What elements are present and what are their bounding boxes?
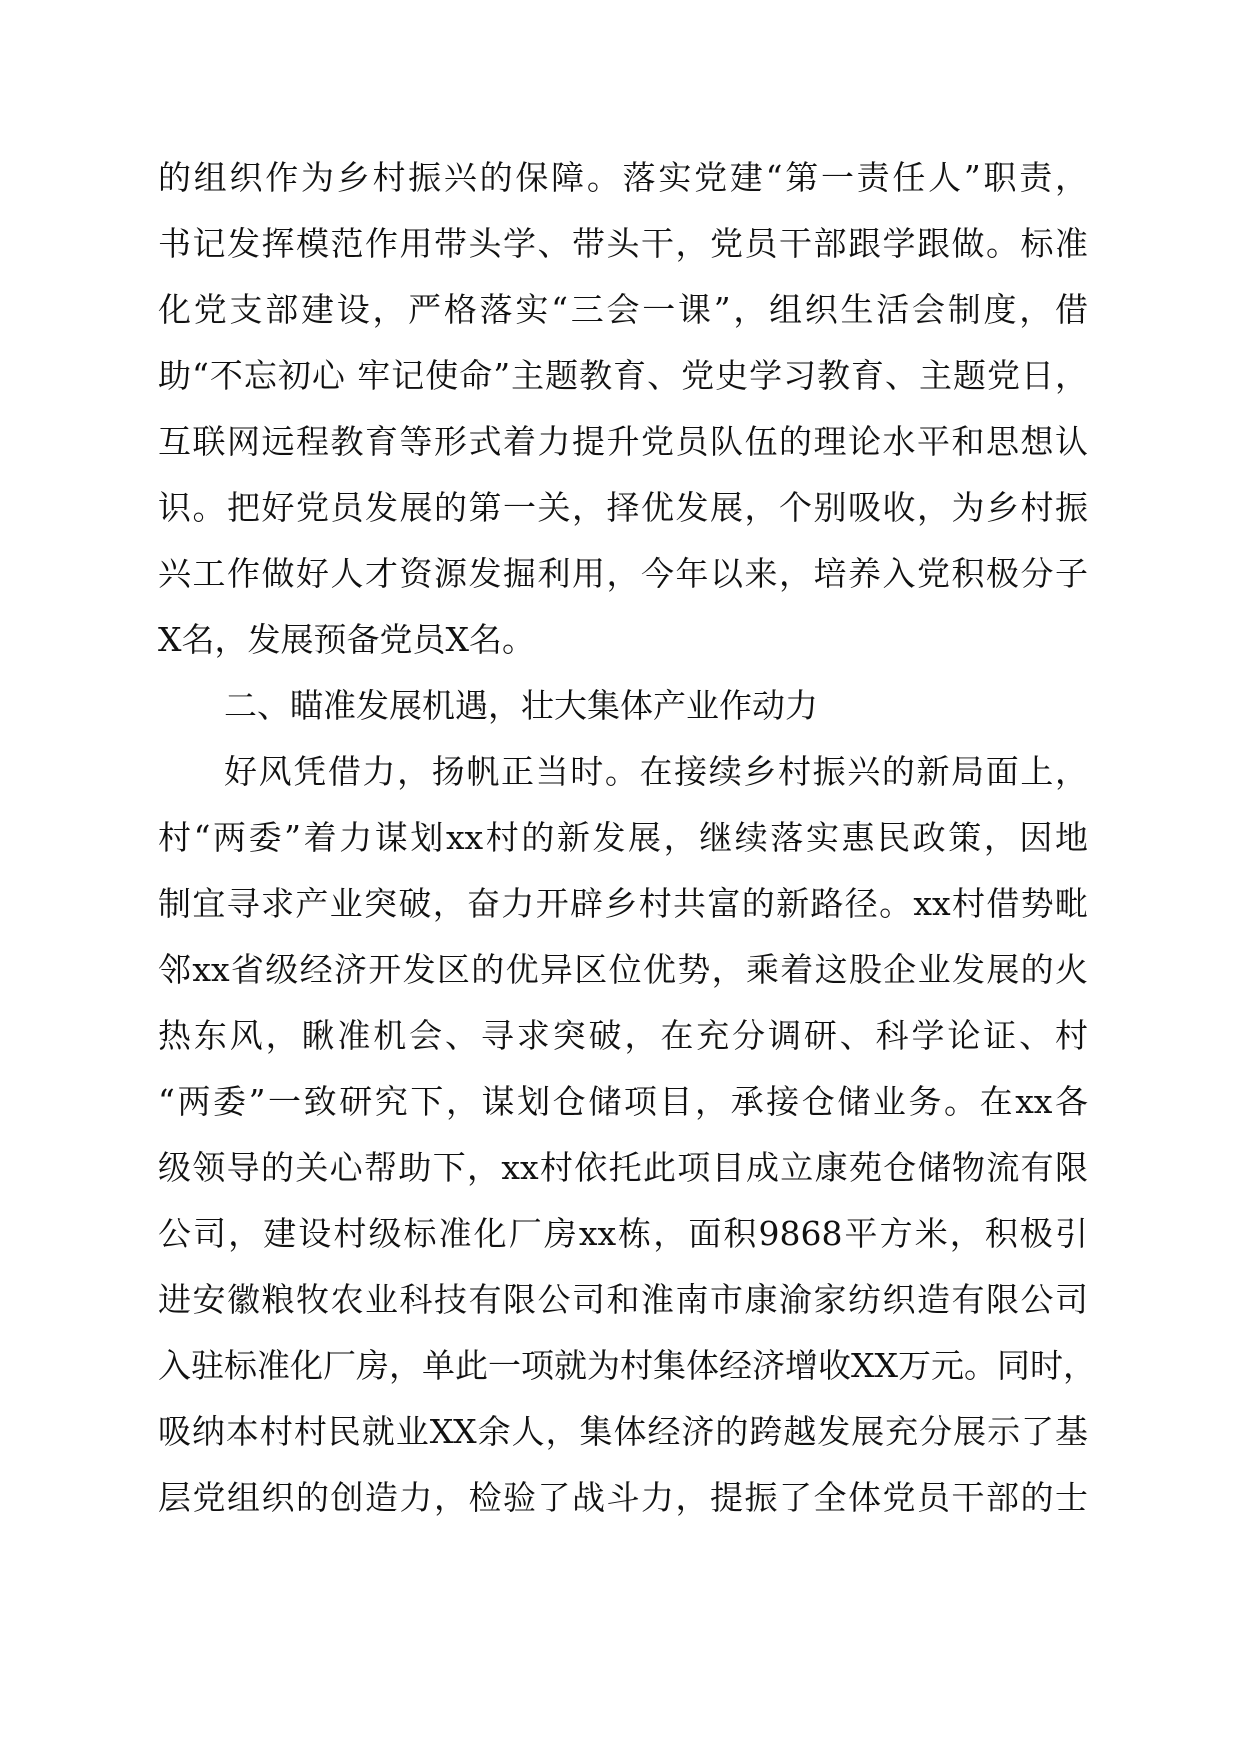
section-heading: 二、瞄准发展机遇，壮大集体产业作动力: [224, 686, 818, 725]
paragraph-line: 吸纳本村村民就业XX余人，集体经济的跨越发展充分展示了基: [158, 1412, 1088, 1451]
paragraph-line: 制宜寻求产业突破，奋力开辟乡村共富的新路径。xx村借势毗: [158, 884, 1088, 923]
paragraph-line: 助“不忘初心 牢记使命”主题教育、党史学习教育、主题党日，: [158, 356, 1088, 395]
paragraph-line: 级领导的关心帮助下，xx村依托此项目成立康苑仓储物流有限: [158, 1148, 1088, 1187]
paragraph-line: 进安徽粮牧农业科技有限公司和淮南市康渝家纺织造有限公司: [158, 1280, 1088, 1319]
paragraph-line: 好风凭借力，扬帆正当时。在接续乡村振兴的新局面上，: [224, 752, 1088, 791]
paragraph-line: 公司，建设村级标准化厂房xx栋，面积9868平方米，积极引: [158, 1214, 1088, 1253]
paragraph-line: 书记发挥模范作用带头学、带头干，党员干部跟学跟做。标准: [158, 224, 1088, 263]
paragraph-line: 邻xx省级经济开发区的优异区位优势，乘着这股企业发展的火: [158, 950, 1088, 989]
paragraph-line: 热东风，瞅准机会、寻求突破，在充分调研、科学论证、村: [158, 1016, 1088, 1055]
paragraph-line: 识。把好党员发展的第一关，择优发展，个别吸收，为乡村振: [158, 488, 1088, 527]
paragraph-line: 化党支部建设，严格落实“三会一课”，组织生活会制度，借: [158, 290, 1088, 329]
paragraph-line: 入驻标准化厂房，单此一项就为村集体经济增收XX万元。同时，: [158, 1346, 1096, 1385]
paragraph-line: 互联网远程教育等形式着力提升党员队伍的理论水平和思想认: [158, 422, 1088, 461]
paragraph-line: “两委”一致研究下，谋划仓储项目，承接仓储业务。在xx各: [158, 1082, 1088, 1121]
paragraph-line: 村“两委”着力谋划xx村的新发展，继续落实惠民政策，因地: [158, 818, 1088, 857]
paragraph-line: 的组织作为乡村振兴的保障。落实党建“第一责任人”职责，: [158, 158, 1088, 197]
paragraph-line: X名，发展预备党员X名。: [158, 620, 535, 659]
paragraph-line: 层党组织的创造力，检验了战斗力，提振了全体党员干部的士: [158, 1478, 1088, 1517]
paragraph-line: 兴工作做好人才资源发掘利用，今年以来，培养入党积极分子: [158, 554, 1088, 593]
